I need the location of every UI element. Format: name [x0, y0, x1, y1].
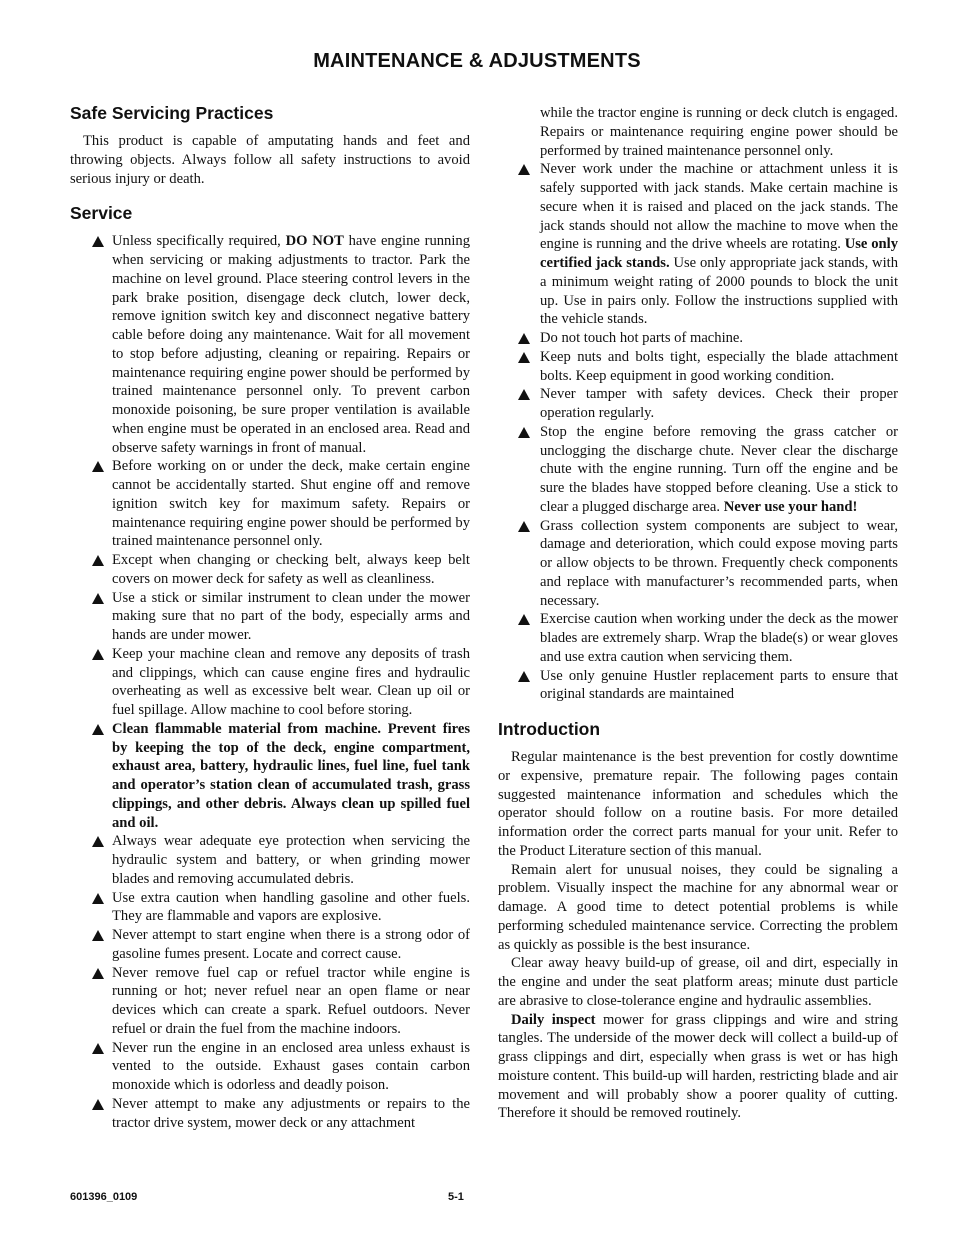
- service-item-text: Keep nuts and bolts tight, especially the blade attachment bolts. Keep equipment in good working condition.: [540, 348, 898, 384]
- service-item: [498, 423, 898, 517]
- safe-servicing-text: This product is capable of amputating hands and feet and throwing objects. Always follow all safety instructions to avoid serious injury or death.: [70, 133, 470, 187]
- service-item-text-end: have engine running when servicing or making adjustments to tractor. Park the machine on level ground. Place steering control levers in the park brake position, disengage deck clutch, lower deck, remove ignition switch key and disconnect negative battery cable before doing any maintenance. Wait for all movement to stop before adjusting, cleaning or repairing. Repairs or maintenance requiring engine power should be performed by trained maintenance personnel only. To prevent carbon monoxide poisoning, be sure proper ventilation is available when engine must be operated in an enclosed area. Read and observe safety warnings in front of manual.: [112, 233, 471, 456]
- service-item: [70, 589, 470, 645]
- service-item-bold-text: Use only certified jack stands.: [540, 236, 899, 271]
- right-column: [498, 104, 898, 1123]
- intro-paragraph-3: Clear away heavy build-up of grease, oil and dirt, especially in the engine and under the seat platform areas; minute dust particle are abrasive to close-tolerance engine and hydraulic assemblies.: [498, 955, 898, 1009]
- service-item: [70, 457, 470, 551]
- footer-doc-number: 601396_0109: [70, 1191, 138, 1203]
- service-item: [498, 517, 898, 611]
- warning-triangle-icon: [92, 930, 104, 941]
- service-item: [70, 1095, 470, 1133]
- warning-triangle-icon: [518, 333, 530, 344]
- service-item: [498, 385, 898, 423]
- warning-triangle-icon: [92, 555, 104, 566]
- service-continuation: while the tractor engine is running or deck clutch is engaged. Repairs or maintenance requiring engine power should be performed by trained maintenance personnel only.: [540, 105, 898, 159]
- warning-triangle-icon: [518, 352, 530, 363]
- service-item: [70, 926, 470, 964]
- warning-triangle-icon: [518, 427, 530, 438]
- warning-triangle-icon: [518, 389, 530, 400]
- warning-triangle-icon: [92, 724, 104, 735]
- left-column: [70, 100, 470, 1132]
- intro-paragraph-4-text: mower for grass clippings and wire and string tangles. The underside of the mower deck will collect a build-up of grass clippings and dirt, especially when grass is wet or has high moisture content. This build-up will harden, restricting blade and air movement and will probably show a poorer quality of cutting. Therefore it should be removed routinely.: [498, 1011, 899, 1122]
- service-item: [70, 964, 470, 1039]
- service-item-bold-text: Clean flammable material from machine. Prevent fires by keeping the top of the deck, engine compartment, exhaust area, battery, hydraulic lines, fuel line, fuel tank and operator’s station clean of accumulated trash, grass clippings, and other debris. Always clean up spilled fuel and oil.: [112, 720, 470, 831]
- service-item-text: Never tamper with safety devices. Check their proper operation regularly.: [540, 386, 898, 421]
- service-item-text: Never remove fuel cap or refuel tractor while engine is running or hot; never refuel near an open flame or near devices which can create a spark. Refuel outdoors. Never refuel or drain the fuel from the machine indoors.: [112, 964, 470, 1037]
- warning-triangle-icon: [518, 671, 530, 682]
- service-heading: Service: [70, 203, 133, 224]
- service-item: [70, 832, 470, 888]
- service-item-text: Always wear adequate eye protection when servicing the hydraulic system and battery, or when grinding mower blades and removing accumulated debris.: [112, 833, 470, 887]
- page-title: MAINTENANCE & ADJUSTMENTS: [313, 50, 641, 72]
- service-item-text-end: Use only appropriate jack stands, with a minimum weight rating of 2000 pounds to block the unit up. Use in pairs only. Follow the instructions supplied with the vehicle stands.: [540, 255, 898, 328]
- service-item: [70, 645, 470, 720]
- service-list: [70, 232, 470, 1132]
- warning-triangle-icon: [92, 968, 104, 979]
- service-list-continued: [498, 160, 898, 704]
- service-item-text: Use extra caution when handling gasoline and other fuels. They are flammable and vapors are explosive.: [112, 889, 470, 925]
- footer-page-number: 5-1: [448, 1191, 464, 1203]
- service-item-text: Never run the engine in an enclosed area unless exhaust is vented to the outside. Exhaust gases contain carbon monoxide which is odorless and deadly poison.: [112, 1039, 470, 1093]
- warning-triangle-icon: [92, 1099, 104, 1110]
- service-item: [70, 1039, 470, 1095]
- service-item-text: Never attempt to make any adjustments or repairs to the tractor drive system, mower deck or any attachment: [112, 1095, 470, 1131]
- safe-servicing-heading: Safe Servicing Practices: [70, 103, 274, 123]
- service-item-text: Never work under the machine or attachment unless it is safely supported with jack stands. Make certain machine is secure when it is raised and placed on the jack stands. The jack stands should not allow the machine to move when the engine is running and the drive wheels are rotating.: [540, 161, 898, 253]
- service-item-text: Except when changing or checking belt, always keep belt covers on mower deck for safety as well as cleanliness.: [112, 552, 470, 587]
- warning-triangle-icon: [92, 236, 104, 247]
- service-item-text: Before working on or under the deck, make certain engine cannot be accidentally started. Shut engine off and remove ignition switch key for maximum safety. Repairs or maintenance requiring engine power should be performed by trained maintenance personnel only.: [112, 458, 470, 550]
- service-item-text: Exercise caution when working under the deck as the mower blades are extremely sharp. Wrap the blade(s) or wear gloves and use extra caution when servicing them.: [540, 611, 898, 665]
- intro-paragraph-1: Regular maintenance is the best prevention for costly downtime or expensive, premature repair. The following pages contain suggested maintenance information and schedules which the operator should follow on a routine basis. For more detailed information order the correct parts manual for your unit. Refer to the Product Literature section of this manual.: [498, 749, 898, 859]
- service-item: [498, 160, 898, 329]
- service-item-text: Never attempt to start engine when there is a strong odor of gasoline fumes present. Locate and correct cause.: [112, 927, 470, 962]
- introduction-heading: Introduction: [498, 719, 601, 739]
- service-item: [70, 232, 470, 457]
- warning-triangle-icon: [92, 461, 104, 472]
- intro-paragraph-4-bold: Daily inspect: [511, 1011, 596, 1028]
- service-item-bold-text: Never use your hand!: [723, 498, 858, 515]
- service-item: [70, 720, 470, 833]
- service-item-text: Use only genuine Hustler replacement parts to ensure that original standards are maintained: [540, 667, 898, 703]
- warning-triangle-icon: [92, 593, 104, 604]
- service-item-text: Grass collection system components are subject to wear, damage and deterioration, which could expose moving parts or allow objects to be thrown. Frequently check components and replace with manufacturer’s recommended parts, when necessary.: [540, 517, 898, 609]
- warning-triangle-icon: [92, 836, 104, 847]
- service-item-text: Stop the engine before removing the grass catcher or unclogging the discharge chute. Never clear the discharge chute with the engine running. Turn off the engine and be sure the blades have stopped before cleaning. Use a stick to clear a plugged discharge area.: [540, 423, 898, 515]
- warning-triangle-icon: [518, 521, 530, 532]
- warning-triangle-icon: [92, 649, 104, 660]
- warning-triangle-icon: [518, 164, 530, 175]
- warning-triangle-icon: [518, 614, 530, 625]
- service-item-text: Unless specifically required,: [112, 233, 286, 250]
- service-item-bold-text: DO NOT: [285, 233, 344, 250]
- service-item: [498, 329, 898, 348]
- service-item: [498, 667, 898, 705]
- warning-triangle-icon: [92, 893, 104, 904]
- service-item: [70, 889, 470, 927]
- service-item: [498, 348, 898, 386]
- service-item: [70, 551, 470, 589]
- warning-triangle-icon: [92, 1043, 104, 1054]
- intro-paragraph-4: [498, 1011, 898, 1124]
- intro-paragraph-2: Remain alert for unusual noises, they could be signaling a problem. Visually inspect the machine for any abnormal wear or damage. A good time to detect potential problems is while performing scheduled maintenance service. Correcting the problem as quickly as possible is the best insurance.: [498, 861, 898, 953]
- service-item: [498, 610, 898, 666]
- service-item-text: Use a stick or similar instrument to clean under the mower making sure that no part of the body, especially arms and hands are under mower.: [112, 589, 470, 643]
- service-item-text: Do not touch hot parts of machine.: [540, 330, 744, 346]
- service-item-text: Keep your machine clean and remove any deposits of trash and clippings, which can cause engine fires and hydraulic overheating as well as excessive belt wear. Clean up oil or fuel spillage. Allow machine to cool before storing.: [112, 645, 470, 718]
